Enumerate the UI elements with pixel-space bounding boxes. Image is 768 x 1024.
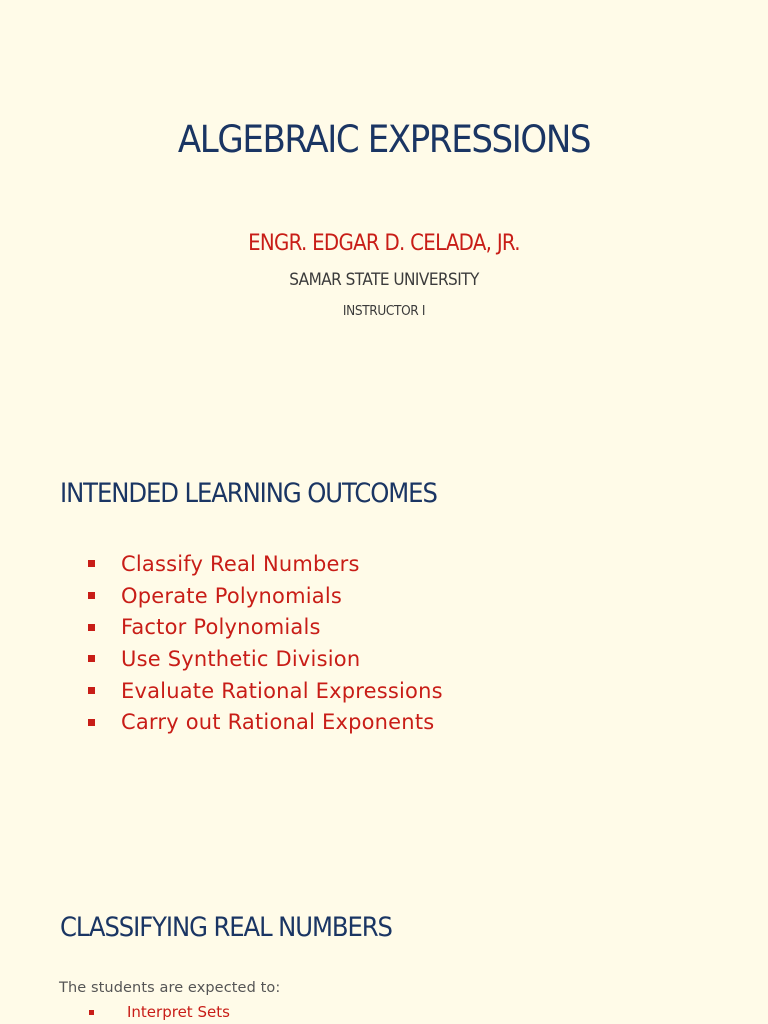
outcomes-heading: INTENDED LEARNING OUTCOMES — [60, 478, 437, 509]
intro-text: The students are expected to: — [59, 980, 281, 996]
outcome-label: Operate Polynomials — [121, 583, 343, 608]
outcome-label: Classify Real Numbers — [121, 551, 360, 576]
square-bullet-icon — [88, 687, 95, 694]
author-position: INSTRUCTOR I — [342, 303, 426, 319]
objective-label: Interpret Sets — [127, 1003, 230, 1021]
title-slide — [0, 0, 768, 420]
presentation-title: ALGEBRAIC EXPRESSIONS — [177, 118, 591, 161]
list-item — [88, 706, 443, 738]
outcomes-list — [88, 548, 443, 738]
outcome-label: Evaluate Rational Expressions — [121, 678, 443, 703]
outcome-label: Use Synthetic Division — [121, 646, 361, 671]
list-item — [88, 675, 443, 707]
author-name: ENGR. EDGAR D. CELADA, JR. — [248, 231, 520, 256]
square-bullet-icon — [88, 719, 95, 726]
objectives-list — [89, 1002, 230, 1022]
institution-name: SAMAR STATE UNIVERSITY — [289, 270, 479, 290]
list-item — [89, 1002, 230, 1022]
list-item — [88, 643, 443, 675]
square-bullet-icon — [88, 560, 95, 567]
list-item — [88, 548, 443, 580]
outcome-label: Factor Polynomials — [121, 615, 321, 640]
square-bullet-icon — [88, 592, 95, 599]
list-item — [88, 580, 443, 612]
square-bullet-icon — [88, 624, 95, 631]
square-bullet-icon — [89, 1010, 94, 1015]
list-item — [88, 611, 443, 643]
classifying-heading: CLASSIFYING REAL NUMBERS — [60, 912, 392, 943]
square-bullet-icon — [88, 655, 95, 662]
outcome-label: Carry out Rational Exponents — [121, 710, 435, 735]
